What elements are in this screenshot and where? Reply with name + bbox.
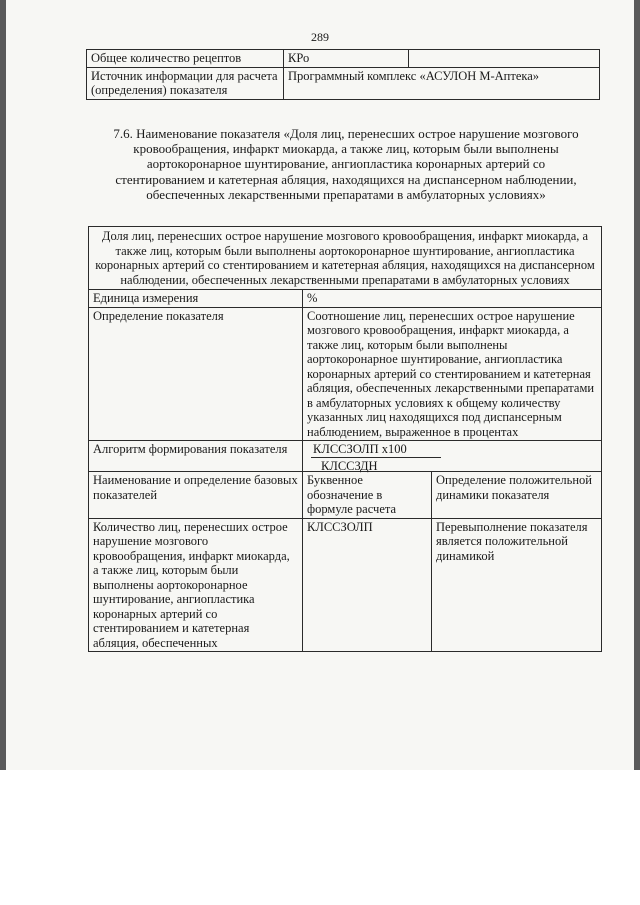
formula-denominator: КЛССЗДН [321,458,378,473]
formula-numerator: КЛССЗОЛП х100 [313,442,407,456]
table-row [89,290,602,308]
base-name-cell: Количество лиц, перенесших острое нарушение мозгового кровообращения, инфаркт миокарда, а также лиц, которым были выполнены аортокоронарное шунтирование, ангиопластика коронарных артерий со стентированием и катетерная абляция, обеспеченных [89,518,303,652]
base-symbol-header: Буквенное обозначение в формуле расчета [303,472,432,519]
fraction-bar [311,457,441,458]
total-prescriptions-label: Общее количество рецептов [87,50,284,68]
table-row [87,67,600,99]
table-row [89,441,602,472]
empty-cell [409,50,600,68]
info-source-label: Источник информации для расчета (определения) показателя [87,67,284,99]
table-row [89,518,602,652]
indicator-header: Доля лиц, перенесших острое нарушение мозгового кровообращения, инфаркт миокарда, а также лиц, которым были выполнены аортокоронарное шунтирование, ангиопластика коронарных артерий со стентированием и катетерная абляция, находящихся на диспансерном наблюдении, обеспеченных лекарственными препаратами в амбулаторных условиях [89,227,602,290]
scan-edge-left [0,0,6,770]
base-name-header: Наименование и определение базовых показателей [89,472,303,519]
definition-label: Определение показателя [89,307,303,441]
base-symbol-cell: КЛССЗОЛП [303,518,432,652]
table-row [89,227,602,290]
total-prescriptions-value: КРо [284,50,409,68]
section-title: 7.6. Наименование показателя «Доля лиц, перенесших острое нарушение мозгового кровообращения, инфаркт миокарда, а также лиц, которым были выполнены аортокоронарное шунтирование, ангиопластика коронарных артерий со стентированием и катетерная абляция, находящихся на диспансерном наблюдении, обеспеченных лекарственными препаратами в амбулаторных условиях» [113,126,579,202]
formula-fraction [307,442,597,473]
table-row [87,50,600,68]
indicator-table [88,226,602,652]
source-table [86,49,600,100]
algorithm-formula [303,441,602,472]
algorithm-label: Алгоритм формирования показателя [89,441,303,472]
unit-label: Единица измерения [89,290,303,308]
info-source-value: Программный комплекс «АСУЛОН М-Аптека» [284,67,600,99]
table-row [89,472,602,519]
base-dynamics-header: Определение положительной динамики показателя [432,472,602,519]
table-row [89,307,602,441]
base-dynamics-cell: Перевыполнение показателя является положительной динамикой [432,518,602,652]
page-number: 289 [311,30,329,44]
scan-edge-right [634,0,640,770]
unit-value: % [303,290,602,308]
definition-value: Соотношение лиц, перенесших острое нарушение мозгового кровообращения, инфаркт миокарда, а также лиц, которым были выполнены аортокоронарное шунтирование, ангиопластика коронарных артерий со стентированием и катетерная абляция, обеспеченных лекарственными препаратами в амбулаторных условиях к общему количеству указанных лиц находящихся под диспансерным наблюдением, выраженное в процентах [303,307,602,441]
